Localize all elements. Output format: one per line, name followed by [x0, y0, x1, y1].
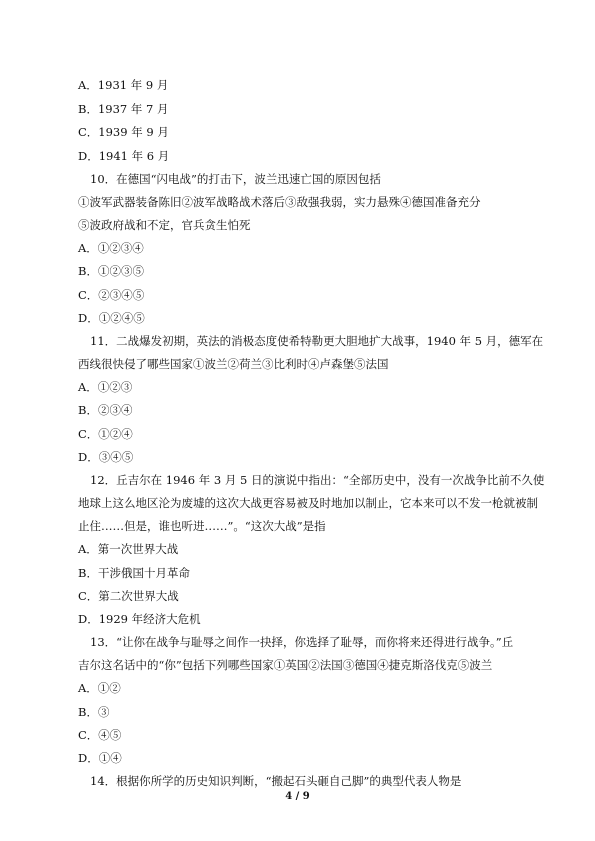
q13-option-c: C．④⑤ — [78, 728, 122, 742]
q12-option-b: B．干涉俄国十月革命 — [78, 566, 190, 580]
q9-option-d: D．1941 年 6 月 — [78, 149, 170, 163]
q9-option-a: A．1931 年 9 月 — [78, 78, 169, 92]
q11-stem-line2: 西线很快侵了哪些国家①波兰②荷兰③比利时④卢森堡⑤法国 — [78, 357, 389, 371]
q10-items-line2: ⑤波政府战和不定，官兵贪生怕死 — [78, 218, 251, 232]
q10-option-d: D．①②④⑤ — [78, 311, 145, 325]
page-number: 4 / 9 — [285, 791, 310, 802]
q14-stem: 14．根据你所学的历史知识判断，“搬起石头砸自己脚”的典型代表人物是 — [90, 774, 462, 788]
q10-option-c: C．②③④⑤ — [78, 288, 145, 302]
q10-stem: 10．在德国“闪电战”的打击下，波兰迅速亡国的原因包括 — [90, 172, 381, 186]
q9-option-c: C．1939 年 9 月 — [78, 125, 169, 139]
q13-stem-line1: 13．“让你在战争与耻辱之间作一抉择，你选择了耻辱，而你将来还得进行战争。”丘 — [90, 635, 514, 649]
q12-stem-line1: 12．丘吉尔在 1946 年 3 月 5 日的演说中指出：“全部历史中，没有一次战争比前不久使 — [90, 473, 545, 487]
q11-option-b: B．②③④ — [78, 403, 133, 417]
q10-option-a: A．①②③④ — [78, 241, 144, 255]
q12-stem-line2: 地球上这么地区沦为废墟的这次大战更容易被及时地加以制止，它本来可以不发一枪就被制 — [78, 496, 538, 510]
q12-option-c: C．第二次世界大战 — [78, 589, 179, 603]
q12-option-d: D．1929 年经济大危机 — [78, 612, 201, 626]
q13-option-d: D．①④ — [78, 751, 122, 765]
q12-stem-line3: 止住……但是，谁也听进……”。“这次大战”是指 — [78, 519, 326, 533]
q9-option-b: B．1937 年 7 月 — [78, 102, 169, 116]
q11-option-c: C．①②④ — [78, 427, 133, 441]
q12-option-a: A．第一次世界大战 — [78, 542, 179, 556]
q10-option-b: B．①②③⑤ — [78, 264, 144, 278]
q11-option-a: A．①②③ — [78, 380, 133, 394]
q13-stem-line2: 吉尔这名话中的“你”包括下列哪些国家①英国②法国③德国④捷克斯洛伐克⑤波兰 — [78, 658, 493, 672]
q13-option-a: A．①② — [78, 681, 121, 695]
q11-stem-line1: 11．二战爆发初期，英法的消极态度使希特勒更大胆地扩大战事，1940 年 5 月，德军在 — [90, 334, 544, 348]
q11-option-d: D．③④⑤ — [78, 450, 134, 464]
q13-option-b: B．③ — [78, 705, 110, 719]
q10-items-line1: ①波军武器装备陈旧②波军战略战术落后③敌强我弱，实力悬殊④德国准备充分 — [78, 195, 481, 209]
